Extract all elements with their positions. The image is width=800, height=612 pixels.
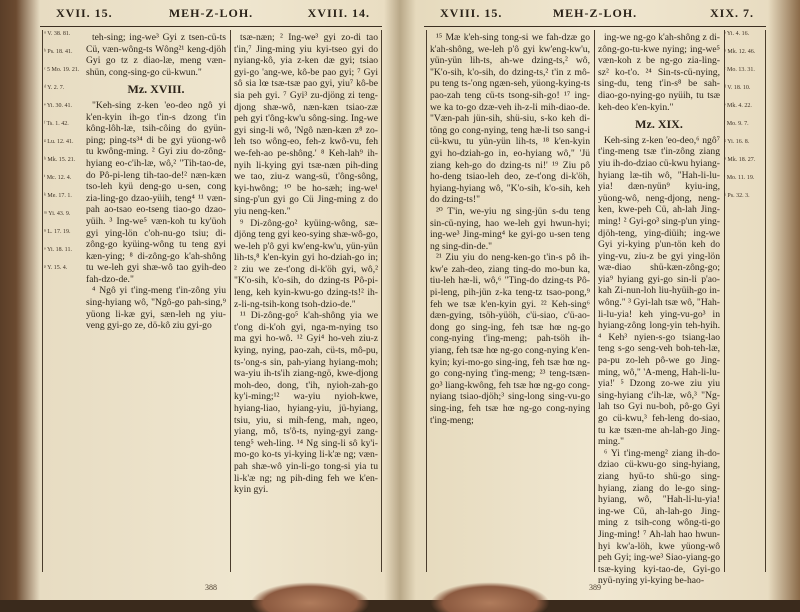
- margin-ref: ʰ Mk. 18. 27.: [724, 157, 756, 163]
- thumb-left: [250, 582, 370, 612]
- verse-paragraph: tsæ-næn; ² Ing-we³ gyi zo-di tao t'in,⁷ Jing-ming yiu kyi-tseo gyi do nyiang-kô, yia z-ken dæ gyi; tsiao gyi-go 'ang-we, kô-be pao gyi; ⁷ Gyi sô sia lœ tsæ-tsæ pao gyi, yiu⁷ kô-be sia peh gyi. ⁷ Gyi³ zu-djöng zi teng-djong shæ-wô, næn-kæn tsiao-zæ peh gyi t'ông-kw'u sông-sing. Ing-we gyi sing-li wô, 'Ngô næn-kæn z⁸ zo-leh tso wông-eo, feh-z kwô-vu, feh we-feh-ao pe-shông.' ⁸ Keh-lah⁹ ih-nyih li-kying gyi tsæ-næn pih-ding we tao, ziu-z wang-sü, t'ông-sông, kyi-hwông; ¹⁰ be ho-sæh; ing-we¹ sing-p'un gyi go Cü Jing-ming z do yiu neng-ken.": [234, 32, 378, 217]
- verse-paragraph: teh-sing; ing-we³ Gyi z tsen-cü-ts Cü, væn-wông-ts Wông²¹ keng-djöh Gyi go tz z diao-læ, meng væn-shün, cong-sing-go cü-kwun.": [86, 32, 226, 78]
- margin-ref: ᵐ Yi. 43. 9.: [44, 211, 71, 217]
- margin-ref: ᵏ Me. 17. 1.: [44, 193, 72, 199]
- verse-paragraph: ⁶ Yi t'ing-meng² ziang ih-do-dziao cü-kwu-go sing-hyiang, ziang hyü-to shü-go sing-hyiang, ziang do le-go sing-hyiang, wô, "Hah-li-lu-yia! ing-we Cü, ah-lah-go Jing-ming z tsih-cong wông-ti-go Jing-ming! ⁷ Ah-lah hao hwun-hyi kw'a-löh, kwe yüong-wô peh Gyi; ing-we³ Siao-yiang-go tsæ-kying kyi-tao-de, Gyi-go nyü-nying yi-kying be-hao-: [598, 447, 720, 587]
- margin-ref: ᵃ Yi. 4. 16.: [724, 31, 750, 37]
- verse-paragraph: ⁴ Ngô yi t'ing-meng t'in-zông yiu sing-hyiang wô, "Ngô-go pah-sing,⁹ yüong li-kæ gyi, sæn-leh ng yiu-veng gyi-go ze, dö-kô ziu gyi-go: [86, 285, 226, 332]
- right-margin-references: [724, 30, 764, 572]
- margin-ref: ᶜ 5 Mo. 19. 21.: [44, 67, 80, 73]
- margin-ref: ᵉ Mk. 4. 22.: [724, 103, 752, 109]
- verse-paragraph: ¹⁵ Mæ k'eh-sing tong-si we fah-dzæ go k'ah-shông, we-leh p'ô gyi kw'eng-kw'u, yün-yün lih-ts, ah-we dzing-ts,² wô, "K'o-sih, k'o-sih, do dzing-ts,² t'in z mô-pu teng ts-'ong ngæn-seh, yüong-kying-ts pao-zah teng cü-ts tsong-sih-go! ¹⁷ ing-we ka to-go dzæ-veh ih-z-li mih-diao-de. "Væn-pah jün-sih, shü-siu, s-ko keh di-töng go cong-nying, teng hæ-li tso sang-i cü-kwu, tu yün-yün lih-ts, ¹⁸ k'en-kyin gyi ho-dziah-go in, eo-hyiang wô," 'Jü ziang keh-go do dzing-ts ni!' ¹⁹ Ziu pô ho-deng tsiao-leh deo, ze-t'ong di-k'öh, hyiang-hyiang wô, "K'o-sih, k'o-sih, keh do dzing-ts!": [430, 32, 590, 206]
- margin-ref: ᵒ Yi. 18. 11.: [44, 247, 72, 253]
- chapter-heading: Mz. XIX.: [635, 117, 683, 132]
- margin-ref: ⁱ Mo. 11. 19.: [724, 175, 755, 181]
- margin-ref: ᵈ V. 18. 10.: [724, 85, 751, 91]
- verse-paragraph: "Keh-sing z-ken 'eo-deo ngô yi k'en-kyin ih-go t'in-s dzong t'in kông-lôh-læ, tsih-côing do gyün-ping; ping-ts³⁴ di be gyi yüong-wô tu kwông-ming. ² Gyi ziu do-zông-hyiang eo-c'ih-læ, wô,² "Tih-tao-de, do Pô-pi-leng tih-tao-de!² næn-kæn tso-leh kyü deng-go u-sen, cong zia-ling-go dzao-yüih, teng⁴ ¹¹ væn-pah ao-tsao eo-tseng tiao-go dzao-yüih. ³ Ing-we⁵ væn-koh tu ky'üoh gyi ying-lön c'oh-nu-go tsiu; di-zông-go kyüing-wông tu teng gyi kæn-ying; ⁸ di-zông-go k'ah-shông tu we-leh gyi shæ-wô tao gyih-deo fah-dzo-de.": [86, 99, 226, 285]
- right-header-chapter-end: XIX. 7.: [709, 6, 754, 20]
- left-header-chapter-end: XVIII. 14.: [307, 6, 370, 20]
- right-header-chapter-start: XVIII. 15.: [440, 6, 503, 20]
- right-text-column-2: [598, 32, 720, 587]
- right-header-book-title: MEH-Z-LOH.: [552, 6, 638, 20]
- left-page: [28, 0, 394, 600]
- margin-ref: ᵈ Y. 2. 7.: [44, 85, 65, 91]
- left-running-header: [38, 6, 384, 24]
- left-page-number: 388: [205, 583, 217, 592]
- margin-ref: ʰ Mk. 15. 21.: [44, 157, 76, 163]
- margin-ref: ᵏ Ps. 32. 3.: [724, 193, 750, 199]
- verse-paragraph: ¹¹ Di-zông-go⁵ k'ah-shông yia we t'ong di-k'oh gyi, nga-m-nying tso ma gyi ho-wô. ¹² Gyi⁴ ho-veh ziu-z kying, nying, pao-zah, cü-ts, mô-pu, ts-'ong-s sin, pah-yiang hyiang-moh; wa-yiu ih-ts'ih ziang-ngö, kwe-djong moh-deo, dong, t'ih, nyioh-zah-go ky'i-ming;¹² wa-yiu nyioh-kwe, hyiang-liao, hyiang-yiu, jü-hyiang, tsiu, yiu, si mih-feng, mah, ngeo, yiang, mô, ts'ô-ts, nying-gyi zang-teng⁵ weh-ling. ¹⁴ Ng sing-li sô ky'i-mo-go ko-ts yi-kying li-k'æ ng; væn-pah shæ-wô yin-li-go tong-si yia tu li-k'æ ng; ng pih-ding feh we k'en-kyin gyi.: [234, 310, 378, 496]
- right-page-number: 389: [589, 583, 601, 592]
- column-divider: [230, 30, 231, 572]
- right-running-header: [422, 6, 768, 24]
- left-text-column-2: [234, 32, 378, 570]
- chapter-heading: Mz. XVIII.: [127, 82, 185, 97]
- margin-ref: ⁿ L. 17. 19.: [44, 229, 71, 235]
- left-header-rule: [40, 26, 382, 27]
- left-header-book-title: MEH-Z-LOH.: [168, 6, 254, 20]
- thumb-right: [430, 582, 550, 612]
- left-header-chapter-start: XVII. 15.: [56, 6, 113, 20]
- margin-ref: ᵇ Ps. 18. 41.: [44, 49, 73, 55]
- margin-ref: ᶜ Mo. 13. 31.: [724, 67, 755, 73]
- verse-paragraph: ing-we ng-go k'ah-shông z di-zông-go-tu-kwe nying; ing-we⁵ væn-koh z be ng-go zia-ling-sz² ko-t'o. ²⁴ Sin-ts-cü-nying, sing-du, teng t'in-s⁸ be sah-diao-go-nying-go nyüih, tu tsæ keh-deo k'en-kyin.": [598, 32, 720, 113]
- verse-paragraph: ⁹ Di-zông-go² kyüing-wông, sæ-djöng teng gyi keo-sying shæ-wô-go, we-leh p'ô gyi kw'eng-kw'u, yün-yün lih-ts,⁸ k'en-kyin gyi ho-dziah-go in; ² ziu we ze-t'ong di-k'öh gyi, wô,² "K'o-sih, k'o-sih, do dzing-ts Pô-pi-leng, keh kyin-kwu-go dzing-ts!² ih-z-li-ng-tsih-kong tsoh-dzio-de.": [234, 217, 378, 310]
- margin-ref: ᵅ V. 38. 81.: [44, 31, 71, 37]
- margin-ref: ᵍ Lu. 12. 41.: [44, 139, 74, 145]
- verse-paragraph: Keh-sing z-ken 'eo-deo,⁶ ngô⁷ t'ing-meng tsæ t'in-zông ziang yiu ih-do-dziao cü-kwu hyiang-hyiang læ-tih wô, "Hah-li-lu-yia! dæn-nyün⁹ kyiu-ing, yüong-wô, neng-djong, neng-ken, kwe-peh Cü, ah-lah Jing-ming! ² Gyi-go³ sing-p'un ying-djöh-teng, ying-diüih; ing-we Gyi yi-kying p'un-tön keh do ying-vu, ziu-z be gyi ying-lön wæ-diao shü-kæn-zông-go; yia⁹ hyiang gyi-go sin-li p'ao-kah Zi-nun-loh liu-hyüih-go in-wông." ³ Gyi-lah tsæ wô, "Hah-li-lu-yia! keh ying-vu-go³ in hyiang-zông long-yin teh-hyih. ⁴ Keh³ nyien-s-go tsiang-lao teng s-go seng-veh boh-teh-læ, pa-pu zo-leh pô-we go Jing-ming, wô," 'A-meng, Hah-li-lu-yia!' ⁵ Dzong zo-we ziu yiu sing-hyiang c'ih-læ, wô,³ "Ng-lah tso Gyi nu-boh, pô-go Gyi go cü-kwu,³ feh-leng do-siao, tu kæ tsæn-me ah-lah-go Jing-ming.": [598, 134, 720, 448]
- verse-paragraph: ²¹ Ziu yiu do neng-ken-go t'in-s pô ih-kw'e zah-deo, ziang ting-do mo-bun ka, tiu-leh hæ-li, wô,⁶ "Ting-do dzing-ts Pô-pi-leng, pih-jün z-ka teng-tz tsao-pong,⁹ feh we tsæ k'en-kyin gyi. ²² Keh-sing⁶ dæn-gying, tsöh-yüöh, c'ü-siao, c'ü-ao-dong go sing-ing, feh tsæ hœ ng-go cong-nying t'ing-meng; pah-tsöh ih-yiang, feh tsæ hœ ng-go cong-nying k'en-kyin; kyi-mo-go sing-ing, feh tsæ hœ ng-go cong-nying t'ing-meng; ²³ teng-tsæn-go³ liang-kwông, feh tsæ hœ ng-go cong-nyiang tsiao-djöh;³ sing-long sing-vu-go sing-ing, feh tsæ hœ ng-go cong-nying t'ing-meng;: [430, 252, 590, 426]
- right-page: [412, 0, 778, 600]
- right-header-rule: [424, 26, 766, 27]
- margin-ref: ⁱ Mc. 12. 4.: [44, 175, 72, 181]
- margin-ref: ᵇ Mk. 12. 46.: [724, 49, 756, 55]
- left-margin-references: [44, 30, 84, 572]
- verse-paragraph: ²⁰ T'in, we-yiu ng sing-jün s-du teng sin-cü-nying, hao we-leh gyi hwun-hyi; ing-we³ Jing-ming⁴ ke gyi-go u-sen teng ng sing-din-de.": [430, 205, 590, 252]
- left-text-column-1: [86, 32, 226, 570]
- margin-ref: ᶠ Mo. 9. 7.: [724, 121, 749, 127]
- margin-ref: ᵖ Y. 15. 4.: [44, 265, 68, 271]
- margin-ref: ᵍ Yi. 16. 8.: [724, 139, 750, 145]
- right-text-column-1: [430, 32, 590, 570]
- column-divider: [594, 30, 595, 572]
- margin-ref: ᵉ Yi. 30. 41.: [44, 103, 72, 109]
- margin-ref: ᶠ Ts. 1. 42.: [44, 121, 69, 127]
